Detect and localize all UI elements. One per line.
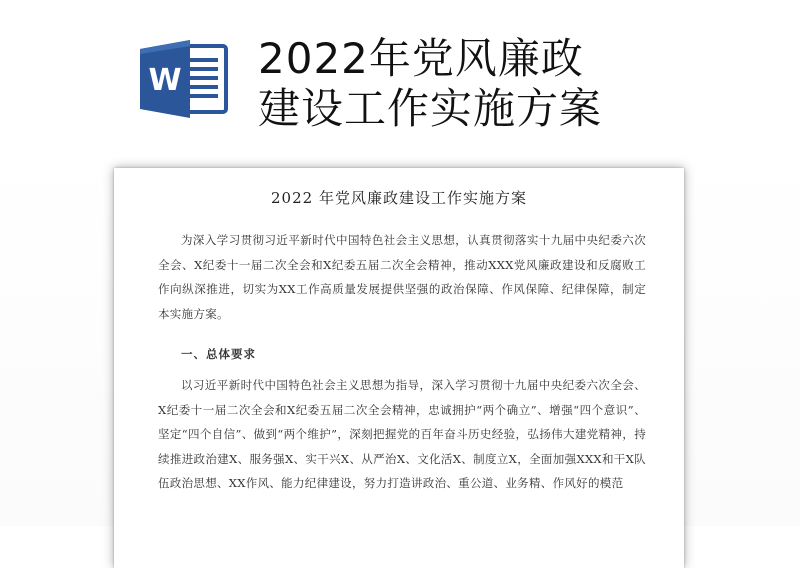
- banner: [0, 0, 800, 150]
- document-paragraph-2: 以习近平新时代中国特色社会主义思想为指导，深入学习贯彻十九届中央纪委六次全会、X纪委十一届二次全会和X纪委五届二次全会精神，忠诚拥护“两个确立”、增强“四个意识”、坚定“四个自信”、做到“两个维护”，深刻把握党的百年奋斗历史经验，弘扬伟大建党精神，持续推进政治建X、服务强X、实干兴X、从严治X、文化活X、制度立X，全面加强XXX和干X队伍政治思想、XX作风、能力纪律建设，努力打造讲政治、重公道、业务精、作风好的模范: [158, 378, 646, 490]
- document-paragraph-1: 为深入学习贯彻习近平新时代中国特色社会主义思想，认真贯彻落实十九届中央纪委六次全会、X纪委十一届二次全会和X纪委五届二次全会精神，推动XXX党风廉政建设和反腐败工作向纵深推进，切实为XX工作高质量发展提供坚强的政治保障、作风保障、纪律保障，制定本实施方案。: [158, 233, 646, 321]
- document-title: 2022 年党风廉政建设工作实施方案: [271, 189, 527, 207]
- document-page: [114, 168, 684, 568]
- word-document-icon: [138, 40, 228, 118]
- word-letter: W: [148, 63, 182, 98]
- banner-title-line-1: 2022年党风廉政: [258, 34, 584, 83]
- banner-title: [258, 34, 602, 134]
- banner-title-line-2: 建设工作实施方案: [258, 84, 603, 133]
- section-heading-1: 一、总体要求: [181, 347, 256, 361]
